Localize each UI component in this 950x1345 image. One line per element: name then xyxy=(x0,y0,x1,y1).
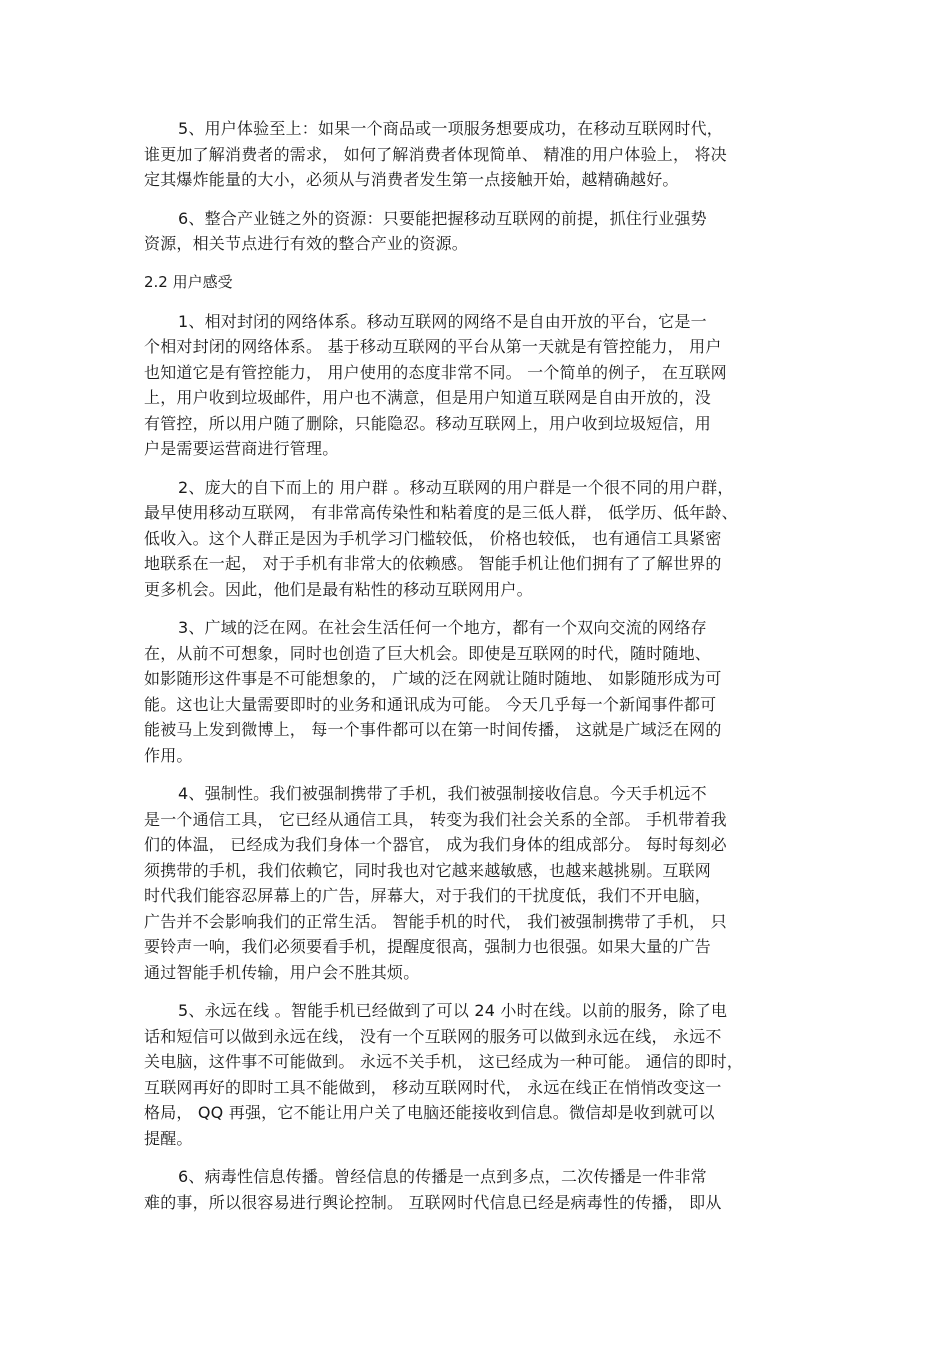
text-line: 4、强制性。我们被强制携带了手机，我们被强制接收信息。今天手机远不 xyxy=(178,784,707,803)
paragraph xyxy=(144,781,808,985)
text-line: 难的事，所以很容易进行舆论控制。 互联网时代信息已经是病毒性的传播， 即从 xyxy=(144,1192,722,1212)
paragraph xyxy=(144,1164,808,1215)
text-line: 时代我们能容忍屏幕上的广告，屏幕大，对于我们的干扰度低，我们不开电脑， xyxy=(144,886,712,905)
text-line: 个相对封闭的网络体系。 基于移动互联网的平台从第一天就是有管控能力， 用户 xyxy=(144,337,722,356)
text-line: 上，用户收到垃圾邮件，用户也不满意，但是用户知道互联网是自由开放的，没 xyxy=(144,388,712,407)
text-line: 通过智能手机传输，用户会不胜其烦。 xyxy=(144,962,420,982)
text-line: 定其爆炸能量的大小，必须从与消费者发生第一点接触开始，越精确越好。 xyxy=(144,170,679,189)
text-line: 关电脑，这件事不可能做到。 永远不关手机， 这已经成为一种可能。 通信的即时， xyxy=(144,1052,744,1071)
text-line: 在，从前不可想象，同时也创造了巨大机会。即使是互联网的时代，随时随地、 xyxy=(144,643,712,663)
section-heading: 2.2 用户感受 xyxy=(144,272,233,291)
text-line: 须携带的手机，我们依赖它，同时我也对它越来越敏感，也越来越挑剔。互联网 xyxy=(144,860,712,880)
paragraph xyxy=(144,309,808,462)
text-line: 话和短信可以做到永远在线， 没有一个互联网的服务可以做到永远在线， 永远不 xyxy=(144,1026,722,1046)
text-line: 们的体温， 已经成为我们身体一个器官， 成为我们身体的组成部分。 每时每刻必 xyxy=(144,835,727,854)
paragraph xyxy=(144,475,808,603)
text-line: 地联系在一起， 对于手机有非常大的依赖感。 智能手机让他们拥有了了解世界的 xyxy=(144,554,722,573)
text-line: 5、用户体验至上：如果一个商品或一项服务想要成功，在移动互联网时代， xyxy=(178,119,723,138)
paragraph xyxy=(144,116,808,193)
text-line: 有管控，所以用户随了删除，只能隐忍。移动互联网上，用户收到垃圾短信，用 xyxy=(144,413,712,433)
text-line: 6、整合产业链之外的资源：只要能把握移动互联网的前提，抓住行业强势 xyxy=(178,208,707,228)
text-line: 5、永远在线 。智能手机已经做到了可以 24 小时在线。以前的服务，除了电 xyxy=(178,1001,728,1020)
text-line: 1、相对封闭的网络体系。移动互联网的网络不是自由开放的平台，它是一 xyxy=(178,311,707,331)
text-line: 户是需要运营商进行管理。 xyxy=(144,439,339,458)
text-line: 格局， QQ 再强，它不能让用户关了电脑还能接收到信息。微信却是收到就可以 xyxy=(144,1103,715,1122)
text-line: 谁更加了解消费者的需求， 如何了解消费者体现简单、 精准的用户体验上， 将决 xyxy=(144,144,727,164)
text-line: 作用。 xyxy=(144,745,193,765)
text-line: 互联网再好的即时工具不能做到， 移动互联网时代， 永远在线正在悄悄改变这一 xyxy=(144,1077,722,1097)
text-line: 6、病毒性信息传播。曾经信息的传播是一点到多点，二次传播是一件非常 xyxy=(178,1167,707,1186)
text-line: 如影随形这件事是不可能想象的， 广域的泛在网就让随时随地、 如影随形成为可 xyxy=(144,669,722,688)
text-line: 能被马上发到微博上， 每一个事件都可以在第一时间传播， 这就是广域泛在网的 xyxy=(144,720,722,739)
text-line: 要铃声一响，我们必须要看手机，提醒度很高，强制力也很强。如果大量的广告 xyxy=(144,937,712,956)
text-line: 能。这也让大量需要即时的业务和通讯成为可能。 今天几乎每一个新闻事件都可 xyxy=(144,694,717,714)
document-page xyxy=(144,116,808,1228)
text-line: 低收入。这个人群正是因为手机学习门槛较低， 价格也较低， 也有通信工具紧密 xyxy=(144,528,722,548)
paragraph xyxy=(144,998,808,1151)
text-line: 2、庞大的自下而上的 用户群 。移动互联网的用户群是一个很不同的用户群， xyxy=(178,477,734,497)
text-line: 是一个通信工具， 它已经从通信工具， 转变为我们社会关系的全部。 手机带着我 xyxy=(144,809,727,829)
text-line: 提醒。 xyxy=(144,1128,193,1148)
text-line: 资源，相关节点进行有效的整合产业的资源。 xyxy=(144,234,469,253)
text-line: 广告并不会影响我们的正常生活。 智能手机的时代， 我们被强制携带了手机， 只 xyxy=(144,911,727,931)
text-line: 3、广域的泛在网。在社会生活任何一个地方，都有一个双向交流的网络存 xyxy=(178,618,707,637)
paragraph xyxy=(144,615,808,768)
text-line: 更多机会。因此，他们是最有粘性的移动互联网用户。 xyxy=(144,579,533,599)
text-line: 也知道它是有管控能力， 用户使用的态度非常不同。 一个简单的例子， 在互联网 xyxy=(144,362,727,382)
text-line: 最早使用移动互联网， 有非常高传染性和粘着度的是三低人群， 低学历、低年龄、 xyxy=(144,503,738,522)
paragraph xyxy=(144,206,808,257)
